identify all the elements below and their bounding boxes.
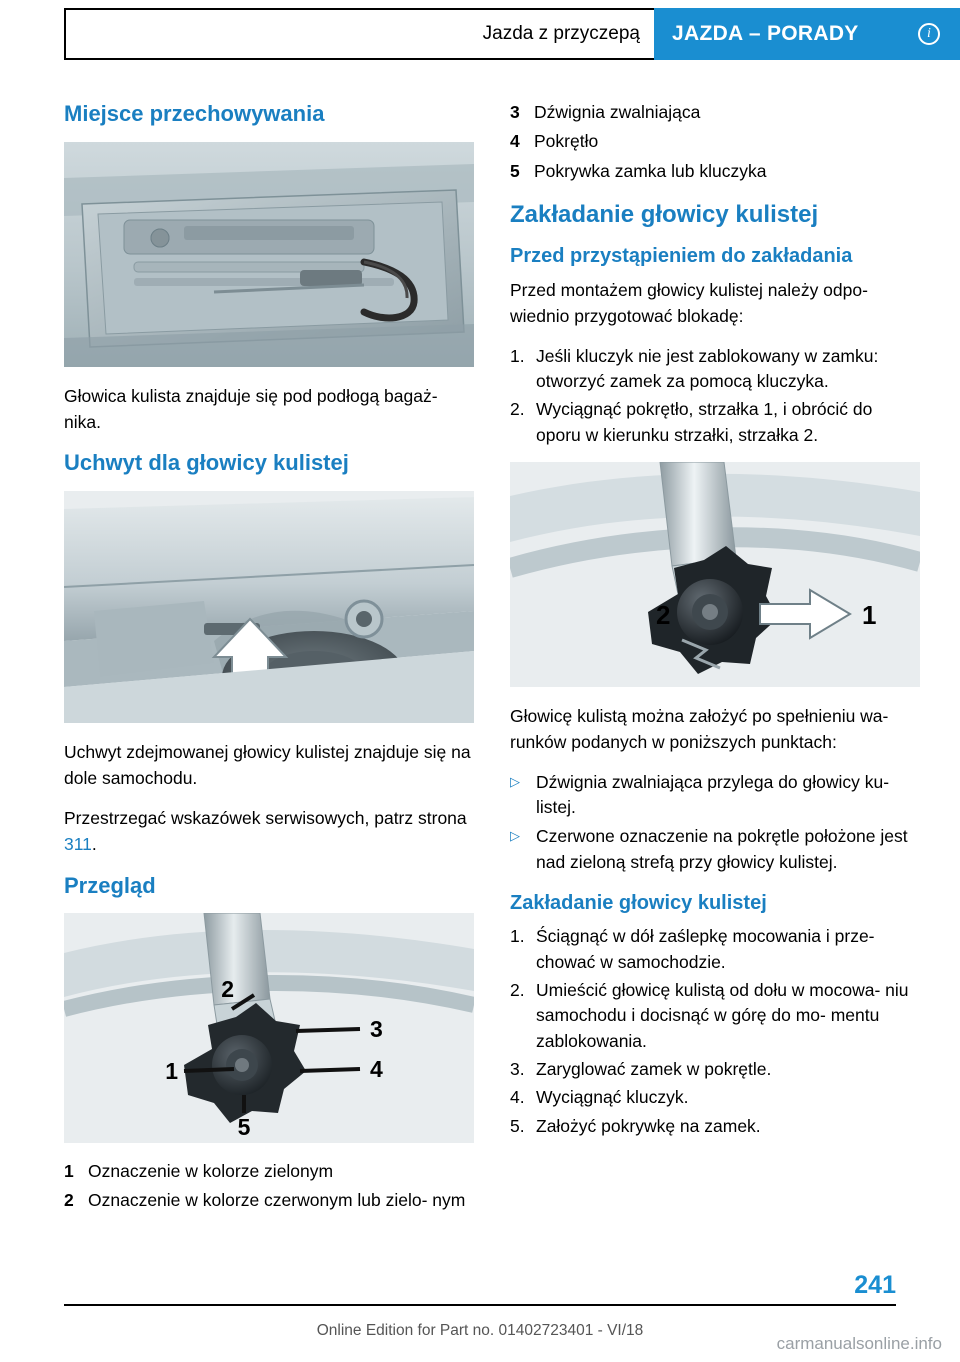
step-text: Umieścić głowicę kulistą od dołu w mocowa- niu samochodu i docisnąć w górę do mo- mentu zablokowania. <box>536 979 909 1051</box>
trunk-floor-storage-photo <box>64 142 474 367</box>
bullet-text: Dźwignia zwalniająca przylega do głowicy ku- listej. <box>536 771 890 817</box>
step-item <box>510 1114 920 1139</box>
step-item <box>510 1085 920 1110</box>
page-number: 241 <box>854 1271 896 1299</box>
info-icon: i <box>918 23 940 45</box>
overview-figure <box>64 913 474 1143</box>
legend-number: 1 <box>64 1161 74 1181</box>
legend-number: 3 <box>510 102 520 122</box>
bullet-text: Czerwone oznaczenie na pokrętle położone jest nad zieloną strefą przy głowicy kulistej. <box>536 826 908 872</box>
page-header <box>64 8 960 60</box>
legend-label: Pokrywka zamka lub kluczyka <box>534 160 767 181</box>
step-item <box>510 978 920 1054</box>
step-number: 5. <box>510 1115 525 1136</box>
step-number: 2. <box>510 979 525 1000</box>
before-heading: Przed przystąpieniem do zakładania <box>510 245 853 268</box>
conditions-list <box>510 770 920 876</box>
step-text: Zaryglować zamek w pokrętle. <box>536 1059 772 1079</box>
underbody-holder-photo <box>64 491 474 723</box>
holder-caption-2-text: Przestrzegać wskazówek serwisowych, patrz strona <box>64 808 467 828</box>
storage-caption: Głowica kulista znajduje się pod podłogą bagaż- nika. <box>64 385 438 432</box>
legend-label: Dźwignia zwalniająca <box>534 102 701 122</box>
step-item <box>510 924 920 975</box>
step-item <box>510 344 920 395</box>
triangle-bullet-icon: ▷ <box>510 773 520 789</box>
svg-text:4: 4 <box>370 1056 383 1082</box>
step-text: Wyciągnąć pokrętło, strzałka 1, i obrócić do oporu w kierunku strzałki, strzałka 2. <box>536 399 873 445</box>
arrow-2-callout: 2 <box>656 600 671 631</box>
step-item <box>510 397 920 448</box>
before-steps-list <box>510 344 920 449</box>
svg-text:5: 5 <box>237 1114 251 1140</box>
overview-legend <box>64 1159 474 1214</box>
holder-caption-2 <box>64 805 474 858</box>
section-banner <box>654 8 960 60</box>
legend-number: 5 <box>510 160 520 181</box>
underbody-holder-figure <box>64 491 474 723</box>
breadcrumb-label: Jazda z przyczepą <box>482 23 640 44</box>
legend-label: Oznaczenie w kolorze czerwonym lub zielo- nym <box>88 1190 466 1211</box>
step-number: 4. <box>510 1087 525 1108</box>
step-text: Ściągnąć w dół zaślepkę mocowania i prze- chować w samochodzie. <box>536 926 875 972</box>
triangle-bullet-icon: ▷ <box>510 828 520 844</box>
edition-text: Online Edition for Part no. 01402723401 - VI/18 <box>316 1322 644 1339</box>
svg-text:1: 1 <box>165 1058 178 1084</box>
knob-rotation-diagram <box>510 462 920 687</box>
storage-heading: Miejsce przechowywania <box>64 101 325 126</box>
legend-number: 2 <box>64 1190 74 1211</box>
breadcrumb <box>64 8 654 60</box>
step-number: 3. <box>510 1059 525 1079</box>
watermark: carmanualsonline.info <box>776 1334 942 1353</box>
legend-item <box>64 1159 474 1184</box>
legend-item <box>510 100 920 125</box>
holder-caption-2-end: . <box>91 834 97 855</box>
before-text: Przed montażem głowicy kulistej należy odpo- wiednio przygotować blokadę: <box>510 280 868 327</box>
overview-legend-continued <box>510 100 920 184</box>
bullet-item <box>510 770 920 821</box>
ball-head-overview-diagram <box>64 913 474 1143</box>
legend-label: Pokrętło <box>534 131 599 152</box>
step-text: Jeśli kluczyk nie jest zablokowany w zamku: otworzyć zamek za pomocą kluczyka. <box>536 345 879 391</box>
legend-label: Oznaczenie w kolorze zielonym <box>88 1161 334 1181</box>
left-column <box>64 100 474 1230</box>
footer-divider <box>64 1304 896 1306</box>
svg-text:3: 3 <box>370 1016 383 1042</box>
step-number: 1. <box>510 345 525 366</box>
install-heading: Zakładanie głowicy kulistej <box>510 892 767 915</box>
legend-item <box>510 129 920 154</box>
step-number: 2. <box>510 399 525 420</box>
conditions-text: Głowicę kulistą można założyć po spełnieniu wa- runków podanych w poniższych punktach: <box>510 706 889 753</box>
step-number: 1. <box>510 926 525 947</box>
page-reference-link[interactable]: 311 <box>64 834 92 855</box>
install-steps-list <box>510 924 920 1139</box>
step-text: Założyć pokrywkę na zamek. <box>536 1115 761 1136</box>
svg-text:2: 2 <box>221 976 234 1002</box>
holder-caption-1: Uchwyt zdejmowanej głowicy kulistej znajduje się na dole samochodu. <box>64 741 471 788</box>
knob-figure <box>510 462 920 687</box>
mount-heading: Zakładanie głowicy kulistej <box>510 201 819 229</box>
legend-item <box>510 159 920 184</box>
right-column <box>510 100 920 1153</box>
overview-heading: Przegląd <box>64 872 156 898</box>
trunk-storage-figure <box>64 142 474 367</box>
step-item <box>510 1057 920 1082</box>
bullet-item <box>510 824 920 875</box>
holder-heading: Uchwyt dla głowicy kulistej <box>64 450 349 475</box>
legend-item <box>64 1188 474 1213</box>
legend-number: 4 <box>510 131 520 152</box>
step-text: Wyciągnąć kluczyk. <box>536 1087 689 1108</box>
svg-text:1: 1 <box>862 600 877 631</box>
section-title: JAZDA – PORADY <box>672 22 859 45</box>
